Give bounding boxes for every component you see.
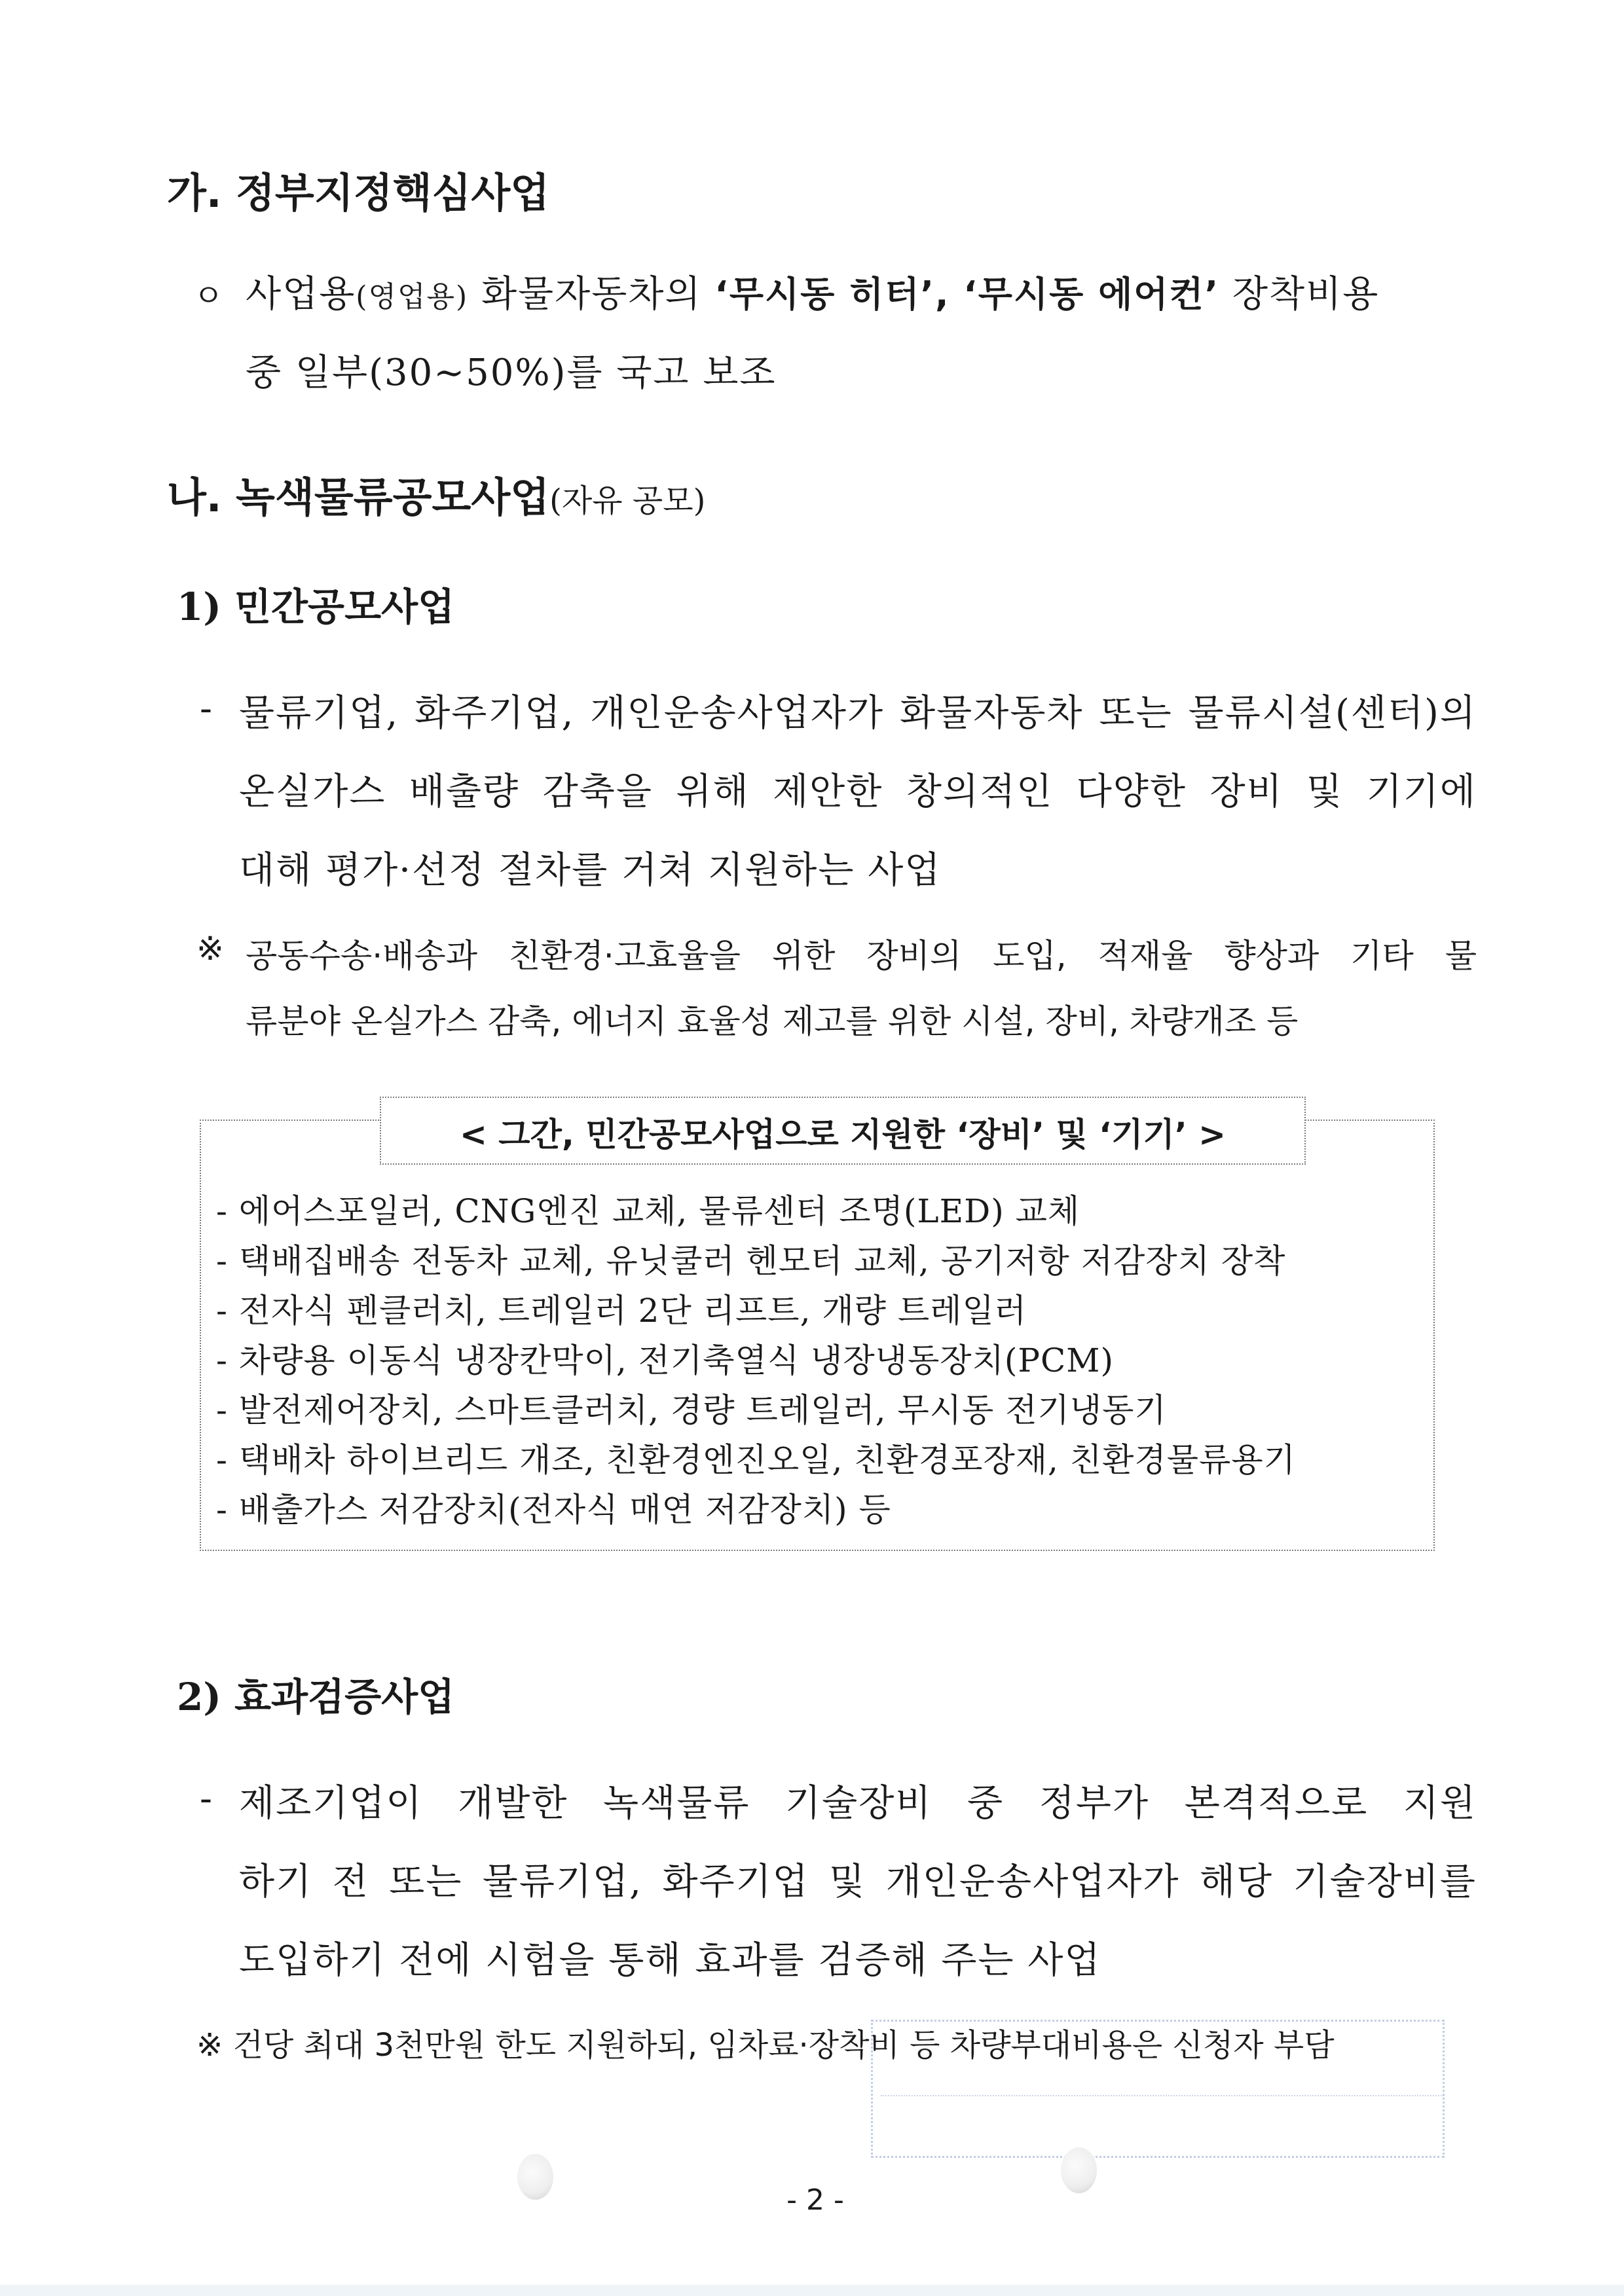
sub2-desc-line-2: 하기 전 또는 물류기업, 화주기업 및 개인운송사업자가 해당 기술장비를 xyxy=(239,1861,1477,1903)
box-item: - 발전제어장치, 스마트클러치, 경량 트레일러, 무시동 전기냉동기 xyxy=(216,1391,1167,1429)
line1-mid: 화물자동차의 xyxy=(468,273,715,316)
section-a-line1 xyxy=(246,265,1464,318)
box-item: - 택배차 하이브리드 개조, 친환경엔진오일, 친환경포장재, 친환경물류용기 xyxy=(216,1441,1296,1479)
sub2-note: ※ 건당 최대 3천만원 한도 지원하되, 임차료·장착비 등 차량부대비용은 신청자 부담 xyxy=(196,2027,1335,2064)
sub1-desc-line-1: 물류기업, 화주기업, 개인운송사업자가 화물자동차 또는 물류시설(센터)의 xyxy=(239,692,1477,735)
sub1-note-line-1: 공동수송·배송과 친환경·고효율을 위한 장비의 도입, 적재율 향상과 기타 물 xyxy=(246,937,1477,975)
box-item: - 택배집배송 전동차 교체, 유닛쿨러 헨모터 교체, 공기저항 저감장치 장착 xyxy=(216,1242,1286,1280)
sub1-desc-line-3: 대해 평가·선정 절차를 거쳐 지원하는 사업 xyxy=(239,849,942,892)
line1-pre: 사업용 xyxy=(246,273,356,316)
sub2-dash: - xyxy=(200,1777,213,1820)
section-a-line2: 중 일부(30∼50%)를 국고 보조 xyxy=(246,352,777,394)
section-a-bullet: ㅇ xyxy=(193,278,225,314)
scan-bottom-edge xyxy=(0,2285,1624,2296)
sub1-desc-line-2: 온실가스 배출량 감축을 위해 제안한 창의적인 다양한 장비 및 기기에 xyxy=(239,771,1477,813)
punch-hole-right xyxy=(1061,2147,1097,2193)
line1-bold: ‘무시동 히터’, ‘무시동 에어컨’ xyxy=(714,274,1220,315)
punch-hole-left xyxy=(517,2154,553,2200)
page-number: - 2 - xyxy=(786,2183,844,2217)
line1-post: 장착비용 xyxy=(1219,273,1380,316)
sub2-heading: 2) 효과검증사업 xyxy=(177,1675,455,1719)
sub2-desc-line-3: 도입하기 전에 시험을 통해 효과를 검증해 주는 사업 xyxy=(239,1939,1101,1982)
section-b-heading-row xyxy=(167,465,705,523)
line1-paren: (영업용) xyxy=(356,280,469,314)
box-item: - 에어스포일러, CNG엔진 교체, 물류센터 조명(LED) 교체 xyxy=(216,1192,1080,1230)
section-b-heading-suffix: (자유 공모) xyxy=(549,483,706,519)
box-item: - 차량용 이동식 냉장칸막이, 전기축열식 냉장냉동장치(PCM) xyxy=(216,1341,1114,1379)
box-title-frame xyxy=(380,1097,1306,1165)
faint-stamp-line xyxy=(881,2095,1444,2142)
section-a-heading: 가. 정부지정핵심사업 xyxy=(167,169,550,217)
box-item: - 배출가스 저감장치(전자식 매연 저감장치) 등 xyxy=(216,1491,891,1529)
section-b-heading: 나. 녹색물류공모사업 xyxy=(167,473,550,521)
box-title: < 그간, 민간공모사업으로 지원한 ‘장비’ 및 ‘기기’ > xyxy=(459,1116,1226,1154)
sub1-dash: - xyxy=(200,687,213,730)
sub2-desc-line-1: 제조기업이 개발한 녹색물류 기술장비 중 정부가 본격적으로 지원 xyxy=(239,1782,1477,1825)
box-item: - 전자식 펜클러치, 트레일러 2단 리프트, 개량 트레일러 xyxy=(216,1292,1027,1330)
sub1-heading: 1) 민간공모사업 xyxy=(177,585,455,629)
sub1-note-line-2: 류분야 온실가스 감축, 에너지 효율성 제고를 위한 시설, 장비, 차량개조 등 xyxy=(246,1002,1299,1040)
sub1-note-mark: ※ xyxy=(196,930,224,968)
